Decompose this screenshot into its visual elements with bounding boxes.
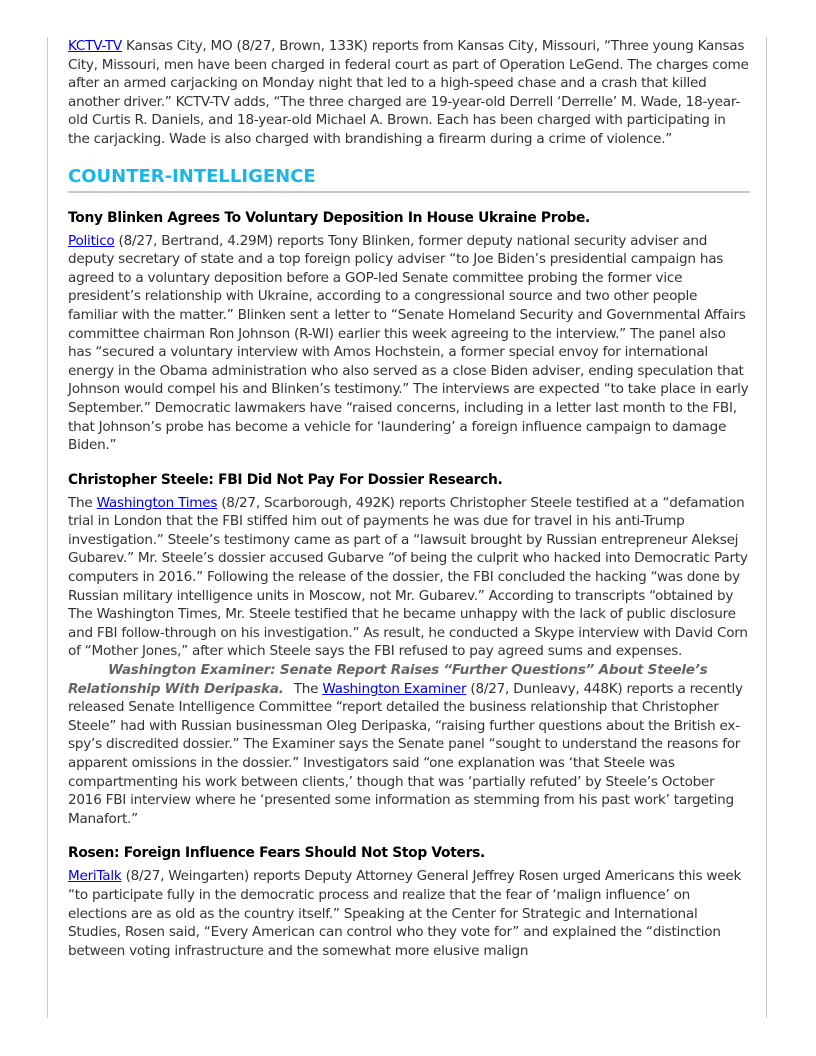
related-story-heading: Washington Examiner: Senate Report Raises “Further Questions” About Steele’s Relationship With Deripaska. xyxy=(68,662,708,697)
source-link-meritalk[interactable]: MeriTalk xyxy=(68,868,122,885)
source-link-washington-times[interactable]: Washington Times xyxy=(96,494,218,511)
story-title-blinken: Tony Blinken Agrees To Voluntary Deposition In House Ukraine Probe. xyxy=(68,209,590,226)
document-content xyxy=(68,37,750,960)
story-body-blinken: Politico (8/27, Bertrand, 4.29M) reports Tony Blinken, former deputy national security adviser and deputy secretary of state and a top foreign policy adviser “to Joe Biden’s presidential campaign has agreed to a voluntary deposition before a GOP-led Senate committee probing the former vice president’s relationship with Ukraine, according to a congressional source and two other people familiar with the matter.” Blinken sent a letter to “Senate Homeland Security and Governmental Affairs committee chairman Ron Johnson (R-WI) earlier this week agreeing to the interview.” The panel also has “secured a voluntary interview with Amos Hochstein, a former special envoy for international energy in the Obama administration who also served as a close Biden adviser, ending speculation that Johnson would compel his and Blinken’s testimony.” The interviews are expected “to take place in early September.” Democratic lawmakers have “raised concerns, including in a letter last month to the FBI, that Johnson’s probe has become a vehicle for ‘laundering’ a foreign influence campaign to damage Biden.” xyxy=(68,232,749,454)
intro-story-body: KCTV-TV Kansas City, MO (8/27, Brown, 133K) reports from Kansas City, Missouri, “Three young Kansas City, Missouri, men have been charged in federal court as part of Operation LeGend. The charges come after an armed carjacking on Monday night that led to a high-speed chase and a crash that killed another driver.” KCTV-TV adds, “The three charged are 19-year-old Derrell ‘Derrelle’ M. Wade, 18-year-old Curtis R. Daniels, and 18-year-old Michael A. Brown. Each has been charged with participating in the carjacking. Wade is also charged with brandishing a firearm during a crime of violence.” xyxy=(68,38,749,147)
related-story-deripaska: Washington Examiner: Senate Report Raises “Further Questions” About Steele’s Relationship With Deripaska. The Washington Examiner (8/27, Dunleavy, 448K) reports a recently released Senate Intelligence Committee “report detailed the business relationship that Christopher Steele” had with Russian businessman Oleg Deripaska, “raising further questions about the British ex-spy’s discredited dossier.” The Examiner says the Senate panel “sought to understand the reasons for apparent omissions in the dossier.” Investigators said “one explanation was ‘that Steele was compartmenting his work between clients,’ though that was ‘partially refuted’ by Steele’s October 2016 FBI interview where he ‘presented some information as stemming from his past work’ targeting Manafort.” xyxy=(68,662,743,827)
source-link-kctv[interactable]: KCTV-TV xyxy=(68,38,122,54)
source-link-washington-examiner[interactable]: Washington Examiner xyxy=(322,680,467,697)
section-heading-counter-intelligence: COUNTER-INTELLIGENCE xyxy=(68,165,750,193)
story-body-steele: The Washington Times (8/27, Scarborough, 492K) reports Christopher Steele testified at a “defamation trial in London that the FBI stiffed him out of payments he was due for travel in his anti-Trump investigation.” Steele’s testimony came as part of a “lawsuit brought by Russian entrepreneur Aleksej Gubarev.” Mr. Steele’s dossier accused Gubarve “of being the culprit who hacked into Democratic Party computers in 2016.” Following the release of the dossier, the FBI concluded the hacking “was done by Russian military intelligence units in Moscow, not Mr. Gubarev.” According to transcripts “obtained by The Washington Times, Mr. Steele testified that he became unhappy with the lack of public disclosure and FBI follow-through on his investigation.” As result, he conducted a Skype interview with David Corn of “Mother Jones,” after which Steele says the FBI refused to pay agreed sums and expenses. xyxy=(68,494,748,660)
story-body-rosen: MeriTalk (8/27, Weingarten) reports Deputy Attorney General Jeffrey Rosen urged Americans this week “to participate fully in the democratic process and realize that the fear of ‘malign influence’ on elections are as old as the country itself.” Speaking at the Center for Strategic and International Studies, Rosen said, “Every American can control who they vote for” and explained the “distinction between voting infrastructure and the somewhat more elusive malign xyxy=(68,868,742,959)
story-title-steele: Christopher Steele: FBI Did Not Pay For Dossier Research. xyxy=(68,471,503,488)
source-link-politico[interactable]: Politico xyxy=(68,232,115,249)
story-title-rosen: Rosen: Foreign Influence Fears Should Not Stop Voters. xyxy=(68,845,485,862)
